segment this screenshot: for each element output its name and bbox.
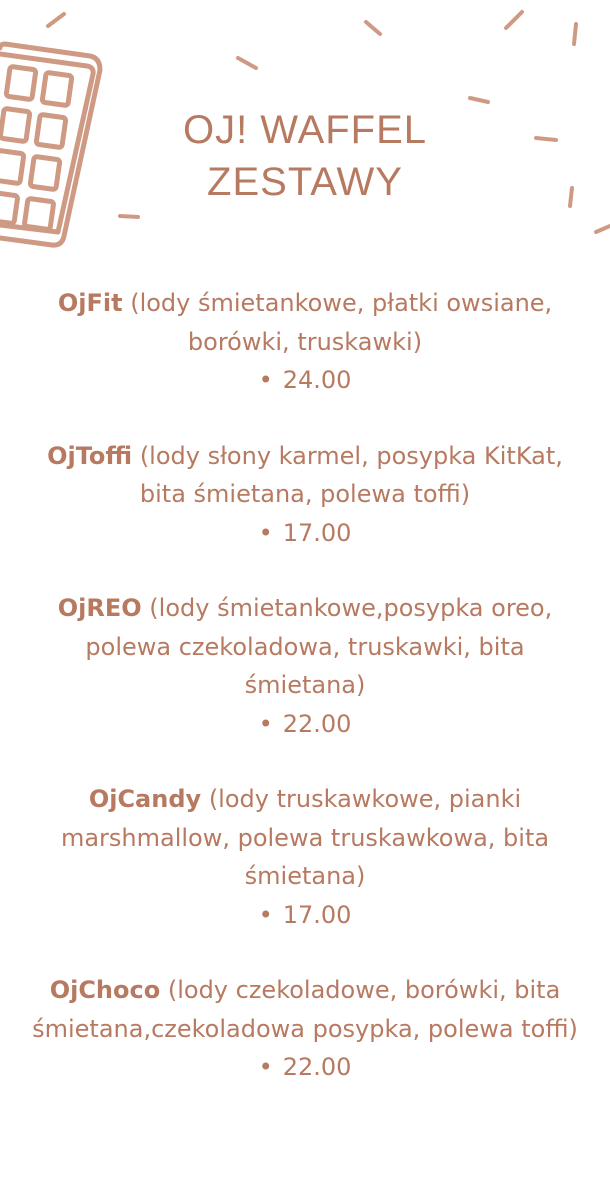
menu-item-ojcandy	[25, 780, 585, 934]
bullet-icon: •	[258, 366, 273, 394]
item-price: 22.00	[282, 1053, 352, 1081]
item-description: (lody słony karmel, posypka KitKat, bita śmietana, polewa toffi)	[139, 441, 563, 508]
item-description: (lody śmietankowe, płatki owsiane, borówki, truskawki)	[130, 289, 553, 356]
menu-item-ojchoco	[25, 971, 585, 1087]
item-description: (lody śmietankowe,posypka oreo, polewa czekoladowa, truskawki, bita śmietana)	[85, 594, 553, 699]
bullet-icon: •	[258, 709, 273, 738]
item-price: 17.00	[282, 900, 352, 929]
title-line-2: ZESTAWY	[207, 160, 403, 204]
item-name: OjChoco	[49, 976, 161, 1004]
menu-item-ojreo	[25, 589, 585, 743]
item-price-line	[259, 1048, 352, 1087]
item-price: 24.00	[282, 366, 352, 394]
item-name: OjToffi	[47, 441, 133, 470]
page-title	[0, 104, 610, 208]
item-price-line	[259, 514, 352, 553]
bullet-icon: •	[258, 900, 273, 929]
bullet-icon: •	[258, 1053, 273, 1081]
item-description: (lody czekoladowe, borówki, bita śmietana,czekoladowa posypka, polewa toffi)	[32, 976, 578, 1043]
item-price: 17.00	[282, 518, 352, 547]
item-name: OjCandy	[88, 785, 202, 813]
item-description: (lody truskawkowe, pianki marshmallow, polewa truskawkowa, bita śmietana)	[60, 785, 550, 890]
item-price: 22.00	[282, 709, 352, 738]
title-line-1: OJ! WAFFEL	[182, 108, 428, 152]
item-price-line	[259, 361, 352, 400]
menu-item-ojfit	[25, 284, 585, 400]
item-name: OjFit	[57, 289, 123, 317]
item-price-line	[259, 705, 352, 744]
bullet-icon: •	[258, 518, 273, 547]
menu-list	[0, 284, 610, 1087]
item-name: OjREO	[57, 594, 142, 622]
menu-item-ojtoffi	[25, 437, 585, 553]
item-price-line	[259, 896, 352, 935]
